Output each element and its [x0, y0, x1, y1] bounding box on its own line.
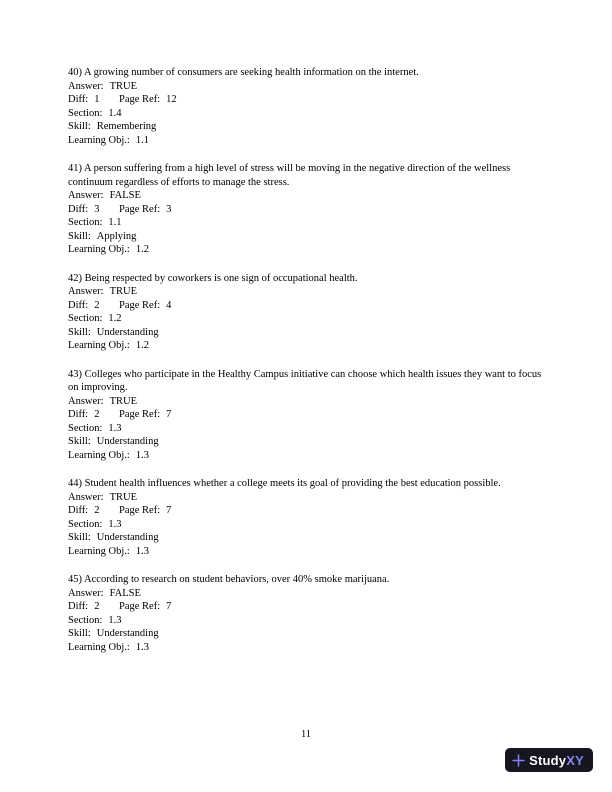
skill-line	[68, 230, 544, 244]
diff-pageref-line	[68, 93, 544, 107]
answer-label: Answer:	[68, 395, 104, 407]
answer-value: TRUE	[109, 491, 137, 503]
logo-text-primary: Study	[529, 752, 567, 768]
questions-list	[68, 66, 544, 669]
diff-group	[68, 504, 119, 518]
section-line	[68, 312, 544, 326]
section-label: Section:	[68, 107, 103, 119]
plus-icon	[512, 754, 525, 767]
question-block-42	[68, 272, 544, 353]
learning-obj-line	[68, 545, 544, 559]
skill-line	[68, 531, 544, 545]
skill-label: Skill:	[68, 326, 91, 338]
diff-label: Diff:	[68, 94, 89, 105]
section-label: Section:	[68, 313, 103, 324]
skill-label: Skill:	[68, 121, 91, 132]
skill-line	[68, 435, 544, 449]
section-value: 1.1	[108, 217, 122, 228]
diff-pageref-line	[68, 299, 544, 313]
diff-pageref-line	[68, 408, 544, 422]
skill-value: Understanding	[96, 436, 159, 447]
learning-obj-line	[68, 641, 544, 655]
diff-pageref-line	[68, 203, 544, 217]
skill-line	[68, 326, 544, 340]
answer-label: Answer:	[68, 491, 104, 503]
diff-value: 2	[94, 409, 100, 420]
learning-obj-label: Learning Obj.:	[68, 134, 130, 146]
question-text: 41) A person suffering from a high level of stress will be moving in the negative direction of the wellness continuum regardless of efforts to manage the stress.	[68, 163, 511, 188]
page-ref-value: 3	[166, 203, 172, 215]
section-label: Section:	[68, 518, 103, 530]
diff-pageref-line	[68, 600, 544, 614]
question-block-44	[68, 477, 544, 558]
learning-obj-label: Learning Obj.:	[68, 244, 130, 255]
answer-label: Answer:	[68, 286, 104, 297]
section-line	[68, 614, 544, 628]
diff-group	[68, 600, 119, 614]
learning-obj-label: Learning Obj.:	[68, 340, 130, 351]
skill-value: Remembering	[96, 121, 157, 132]
page-ref-label: Page Ref:	[119, 505, 161, 516]
answer-label: Answer:	[68, 80, 104, 92]
page-ref-value: 7	[166, 601, 172, 612]
answer-value: TRUE	[109, 80, 137, 92]
skill-line	[68, 627, 544, 641]
section-line	[68, 216, 544, 230]
section-label: Section:	[68, 217, 103, 228]
diff-value: 2	[94, 601, 100, 612]
diff-group	[68, 203, 119, 217]
skill-value: Understanding	[96, 628, 159, 639]
page-number: 11	[300, 729, 312, 740]
skill-line	[68, 120, 544, 134]
section-value: 1.3	[108, 422, 122, 434]
section-line	[68, 518, 544, 532]
skill-label: Skill:	[68, 230, 91, 242]
question-block-41	[68, 162, 544, 257]
answer-line	[68, 285, 544, 299]
answer-line	[68, 189, 544, 203]
learning-obj-value: 1.3	[135, 545, 149, 557]
diff-pageref-line	[68, 504, 544, 518]
answer-value: FALSE	[109, 190, 141, 201]
learning-obj-line	[68, 134, 544, 148]
learning-obj-value: 1.3	[135, 641, 149, 653]
learning-obj-value: 1.2	[135, 340, 149, 351]
diff-group	[68, 93, 119, 107]
answer-line	[68, 491, 544, 505]
learning-obj-value: 1.1	[135, 134, 149, 146]
skill-value: Applying	[96, 230, 137, 242]
diff-label: Diff:	[68, 601, 89, 612]
page-ref-value: 7	[166, 409, 172, 420]
section-value: 1.3	[108, 518, 122, 530]
diff-group	[68, 408, 119, 422]
learning-obj-value: 1.3	[135, 449, 149, 461]
learning-obj-label: Learning Obj.:	[68, 545, 130, 557]
section-value: 1.4	[108, 107, 122, 119]
diff-group	[68, 299, 119, 313]
answer-line	[68, 587, 544, 601]
answer-label: Answer:	[68, 190, 104, 201]
learning-obj-label: Learning Obj.:	[68, 449, 130, 461]
page-ref-value: 7	[166, 505, 172, 516]
page-ref-label: Page Ref:	[119, 601, 161, 612]
question-text: 44) Student health influences whether a college meets its goal of providing the best education possible.	[68, 478, 501, 489]
skill-label: Skill:	[68, 628, 91, 639]
section-value: 1.3	[108, 614, 122, 626]
diff-label: Diff:	[68, 409, 89, 420]
section-line	[68, 107, 544, 121]
page-ref-label: Page Ref:	[119, 409, 161, 420]
section-value: 1.2	[108, 313, 122, 324]
diff-value: 1	[94, 94, 100, 105]
diff-value: 3	[94, 203, 100, 215]
logo-text-accent: XY	[566, 752, 584, 768]
skill-label: Skill:	[68, 436, 91, 447]
diff-label: Diff:	[68, 299, 89, 311]
answer-value: FALSE	[109, 587, 141, 599]
learning-obj-line	[68, 243, 544, 257]
learning-obj-line	[68, 449, 544, 463]
studyxy-logo-badge	[505, 748, 593, 772]
answer-line	[68, 80, 544, 94]
learning-obj-value: 1.2	[135, 244, 149, 255]
question-text: 40) A growing number of consumers are seeking health information on the internet.	[68, 67, 419, 78]
page-ref-value: 12	[166, 94, 177, 105]
question-text: 45) According to research on student behaviors, over 40% smoke marijuana.	[68, 574, 390, 585]
page-ref-label: Page Ref:	[119, 299, 161, 311]
diff-label: Diff:	[68, 505, 89, 516]
page-ref-value: 4	[166, 299, 172, 311]
answer-value: TRUE	[109, 286, 137, 297]
question-text: 43) Colleges who participate in the Healthy Campus initiative can choose which health issues they want to focus on improving.	[68, 368, 542, 393]
learning-obj-label: Learning Obj.:	[68, 641, 130, 653]
logo-text	[529, 753, 584, 768]
answer-line	[68, 395, 544, 409]
section-line	[68, 422, 544, 436]
section-label: Section:	[68, 422, 103, 434]
section-label: Section:	[68, 614, 103, 626]
question-block-40	[68, 66, 544, 147]
diff-value: 2	[94, 505, 100, 516]
question-text: 42) Being respected by coworkers is one sign of occupational health.	[68, 272, 358, 284]
answer-label: Answer:	[68, 587, 104, 599]
page-ref-label: Page Ref:	[119, 94, 161, 105]
question-block-43	[68, 368, 544, 463]
learning-obj-line	[68, 339, 544, 353]
diff-value: 2	[94, 299, 100, 311]
page-ref-label: Page Ref:	[119, 203, 161, 215]
skill-label: Skill:	[68, 532, 91, 543]
skill-value: Understanding	[96, 532, 159, 543]
answer-value: TRUE	[109, 395, 137, 407]
question-block-45	[68, 573, 544, 654]
diff-label: Diff:	[68, 203, 89, 215]
skill-value: Understanding	[96, 326, 159, 338]
